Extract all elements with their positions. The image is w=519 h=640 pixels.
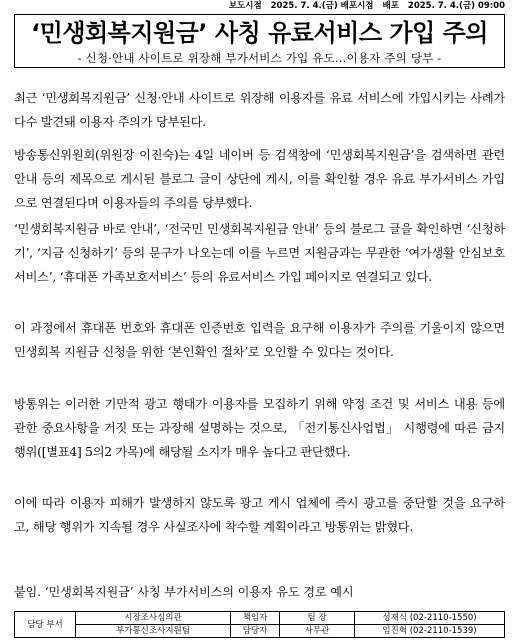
distribution-date: 2025. 7. 4.(금) 09:00 — [407, 1, 505, 11]
contact-person: 성재식 (02-2110-1550) — [355, 612, 505, 625]
paragraph-5: 방통위는 이러한 기만적 광고 행태가 이용자를 모집하기 위해 약정 조건 및 서비스 내용 등에 관한 중요사항을 거짓 또는 과장해 설명하는 것으로, 「전기통신사업법」 시행령에 따른 금지행위([별표4] 5의2 가목)에 해당될 소지가 매우 높다고 판단했다. — [14, 397, 505, 459]
release-date: 2025. 7. 4.(금) 배포시점 — [270, 1, 374, 11]
paragraph-4: 이 과정에서 휴대폰 번호와 휴대폰 인증번호 입력을 요구해 이용자가 주의를 기울이지 않으면 민생회복 지원금 신청을 위한 ‘본인확인 절차’로 오인할 수 있다는 것이다. — [14, 321, 505, 359]
page-subtitle: - 신청·안내 사이트로 위장해 부가서비스 가입 유도…이용자 주의 당부 - — [77, 51, 442, 65]
contact-dept: 시장조사심의관 — [76, 612, 231, 625]
paragraph-3: ‘민생회복지원금 바로 안내’, ‘전국민 민생회복지원금 안내’ 등의 블로그 글을 확인하면 ‘신청하기’, ‘지금 신청하기’ 등의 문구가 나오는데 이를 누르면 지원금과는 무관한 ‘여가생활 안심보호서비스’, ‘휴대폰 가족보호서비스’ 등의 유료서비스 가입 페이지로 연결되고 있다. — [14, 222, 505, 284]
contact-role: 책임자 — [231, 612, 280, 625]
title-box — [14, 14, 505, 68]
contact-table — [14, 611, 505, 638]
attachment-note: 붙임. ‘민생회복지원금’ 사칭 부가서비스의 이용자 유도 경로 예시 — [14, 585, 354, 599]
contact-person: 임진혁 (02-2110-1539) — [355, 625, 505, 638]
contact-title: 사무관 — [280, 625, 355, 638]
contact-row — [15, 625, 505, 638]
release-label: 보도시점 — [228, 1, 262, 11]
paragraph-6: 이에 따라 이용자 피해가 발생하지 않도록 광고 게시 업체에 즉시 광고를 중단할 것을 요구하고, 해당 행위가 지속될 경우 사실조사에 착수할 계획이라고 방통위는 밝혔다. — [14, 496, 505, 534]
contact-row — [15, 612, 505, 625]
contact-role: 담당자 — [231, 625, 280, 638]
page-title: ‘민생회복지원금’ 사칭 유료서비스 가입 주의 — [31, 19, 488, 47]
paragraph-2: 방송통신위원회(위원장 이진숙)는 4일 네이버 등 검색창에 ‘민생회복지원금’을 검색하면 관련 안내 등의 제목으로 게시된 블로그 글이 상단에 게시, 이를 확인할 경우 유료 부가서비스 가입으로 연결된다며 이용자들의 주의를 당부했다. — [14, 148, 505, 210]
paragraph-1: 최근 ‘민생회복지원금’ 신청·안내 사이트로 위장해 이용자를 유료 서비스에 가입시키는 사례가 다수 발견돼 이용자 주의가 당부된다. — [14, 91, 505, 129]
contact-dept: 부가통신조사지원팀 — [76, 625, 231, 638]
distribution-label: 배포 — [382, 1, 399, 11]
contact-label: 담당 부서 — [15, 612, 76, 638]
contact-title: 팀 장 — [280, 612, 355, 625]
release-info — [0, 0, 519, 12]
